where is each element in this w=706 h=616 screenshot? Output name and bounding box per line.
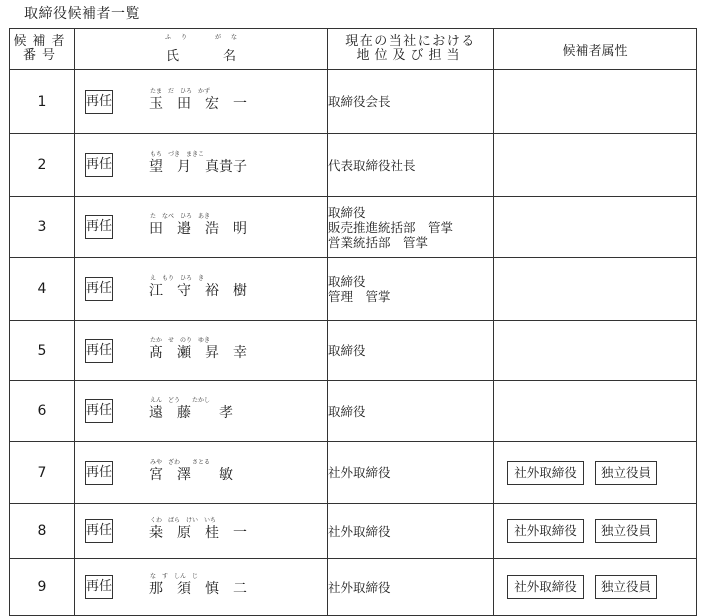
header-ruby-char: ふ xyxy=(164,34,171,41)
candidate-name-cell xyxy=(75,197,328,258)
table-row xyxy=(10,504,697,559)
candidate-name-cell xyxy=(75,70,328,134)
position-line: 取締役 xyxy=(328,274,366,289)
reappointment-badge: 再任 xyxy=(85,575,113,599)
header-position-line2: 地位及び担当 xyxy=(356,48,465,63)
candidate-furigana: もち づき まきこ xyxy=(150,151,205,158)
page-title: 取締役候補者一覧 xyxy=(24,6,140,22)
candidate-position xyxy=(328,70,494,134)
candidate-number: 8 xyxy=(10,504,75,559)
position-line: 営業統括部 管掌 xyxy=(328,234,429,250)
reappointment-badge: 再任 xyxy=(85,215,113,239)
position-line: 社外取締役 xyxy=(328,579,391,595)
candidate-attributes xyxy=(494,321,697,381)
position-line: 取締役会長 xyxy=(328,94,391,109)
candidate-attributes xyxy=(494,442,697,504)
candidate-number: 1 xyxy=(10,70,75,134)
table-row xyxy=(10,258,697,321)
reappointment-badge: 再任 xyxy=(85,90,113,114)
candidate-name-cell xyxy=(75,321,328,381)
header-ruby-char: な xyxy=(231,34,238,41)
candidate-name-cell xyxy=(75,559,328,616)
header-attributes: 候補者属性 xyxy=(494,29,697,70)
candidate-furigana: くわ ばら けい いち xyxy=(150,517,217,524)
header-number-line2: 番号 xyxy=(22,48,61,63)
position-line: 取締役 xyxy=(328,343,366,358)
reappointment-badge: 再任 xyxy=(85,461,113,485)
candidate-position xyxy=(328,134,494,197)
candidate-position xyxy=(328,381,494,442)
candidate-name-cell xyxy=(75,258,328,321)
candidate-name-cell xyxy=(75,381,328,442)
candidate-position xyxy=(328,442,494,504)
candidate-position xyxy=(328,559,494,616)
position-line: 社外取締役 xyxy=(328,465,391,480)
candidate-attributes xyxy=(494,258,697,321)
reappointment-badge: 再任 xyxy=(85,153,113,177)
candidate-furigana: みや ざわ さとる xyxy=(150,458,211,466)
table-row xyxy=(10,197,697,258)
candidate-name: 那 須 慎 二 xyxy=(149,581,247,597)
header-name xyxy=(75,29,328,70)
independent-officer-tag: 独立役員 xyxy=(595,519,657,543)
table-row xyxy=(10,442,697,504)
header-name-char: 氏 xyxy=(165,48,179,64)
candidate-attributes xyxy=(494,504,697,559)
candidate-position xyxy=(328,258,494,321)
candidate-name: 髙 瀬 昇 幸 xyxy=(149,344,247,361)
candidate-number: 7 xyxy=(10,442,75,504)
candidate-furigana: たか せ のり ゆき xyxy=(150,336,211,344)
header-number-line1: 候補者 xyxy=(13,34,71,49)
table-row xyxy=(10,134,697,197)
header-position xyxy=(328,29,494,70)
candidate-number: 5 xyxy=(10,321,75,381)
table-body xyxy=(10,70,697,616)
candidate-name-cell xyxy=(75,134,328,197)
candidate-attributes xyxy=(494,381,697,442)
candidate-number: 6 xyxy=(10,381,75,442)
candidate-name: 宮 澤 敏 xyxy=(149,466,233,483)
candidate-name: 遠 藤 孝 xyxy=(149,405,233,421)
candidate-position xyxy=(328,321,494,381)
header-ruby-char: り xyxy=(180,34,187,41)
candidate-name: 望 月 真貴子 xyxy=(149,159,247,175)
candidate-number: 4 xyxy=(10,258,75,321)
candidate-furigana: たま だ ひろ かず xyxy=(150,87,211,95)
table-row xyxy=(10,70,697,134)
candidate-attributes xyxy=(494,559,697,616)
candidate-name: 玉 田 宏 一 xyxy=(149,95,247,112)
position-line: 取締役 xyxy=(328,403,366,419)
header-name-ruby xyxy=(75,32,327,41)
candidate-attributes xyxy=(494,197,697,258)
candidate-furigana: た なべ ひろ あき xyxy=(150,213,211,220)
outside-director-tag: 社外取締役 xyxy=(507,519,584,543)
candidate-furigana: えん どう たかし xyxy=(150,397,211,404)
candidate-furigana: え もり ひろ き xyxy=(150,275,205,282)
position-line: 社外取締役 xyxy=(328,523,391,539)
candidate-name: 桒 原 桂 一 xyxy=(149,525,247,541)
candidate-attributes xyxy=(494,70,697,134)
header-position-line1: 現在の当社における xyxy=(345,34,476,49)
candidate-furigana: な す しん じ xyxy=(150,573,199,580)
candidate-name-cell xyxy=(75,442,328,504)
candidate-name-cell xyxy=(75,504,328,559)
header-number xyxy=(10,29,75,70)
candidate-position xyxy=(328,197,494,258)
independent-officer-tag: 独立役員 xyxy=(595,461,657,485)
outside-director-tag: 社外取締役 xyxy=(507,575,584,599)
table-row xyxy=(10,321,697,381)
position-line: 管理 管掌 xyxy=(328,289,391,304)
position-line: 代表取締役社長 xyxy=(328,157,416,173)
candidate-number: 2 xyxy=(10,134,75,197)
position-line: 取締役 xyxy=(328,204,366,220)
candidate-number: 3 xyxy=(10,197,75,258)
candidate-position xyxy=(328,504,494,559)
independent-officer-tag: 独立役員 xyxy=(595,575,657,599)
candidate-name: 江 守 裕 樹 xyxy=(149,283,247,299)
reappointment-badge: 再任 xyxy=(85,399,113,423)
header-ruby-char: が xyxy=(215,34,222,41)
outside-director-tag: 社外取締役 xyxy=(507,461,584,485)
position-line: 販売推進統括部 管掌 xyxy=(328,219,454,235)
reappointment-badge: 再任 xyxy=(85,339,113,363)
header-name-char: 名 xyxy=(223,48,237,64)
candidate-name: 田 邉 浩 明 xyxy=(149,221,247,237)
candidate-attributes xyxy=(494,134,697,197)
header-row xyxy=(10,29,697,70)
reappointment-badge: 再任 xyxy=(85,519,113,543)
candidate-table xyxy=(9,28,697,616)
candidate-number: 9 xyxy=(10,559,75,616)
reappointment-badge: 再任 xyxy=(85,277,113,301)
table-row xyxy=(10,559,697,616)
table-row xyxy=(10,381,697,442)
